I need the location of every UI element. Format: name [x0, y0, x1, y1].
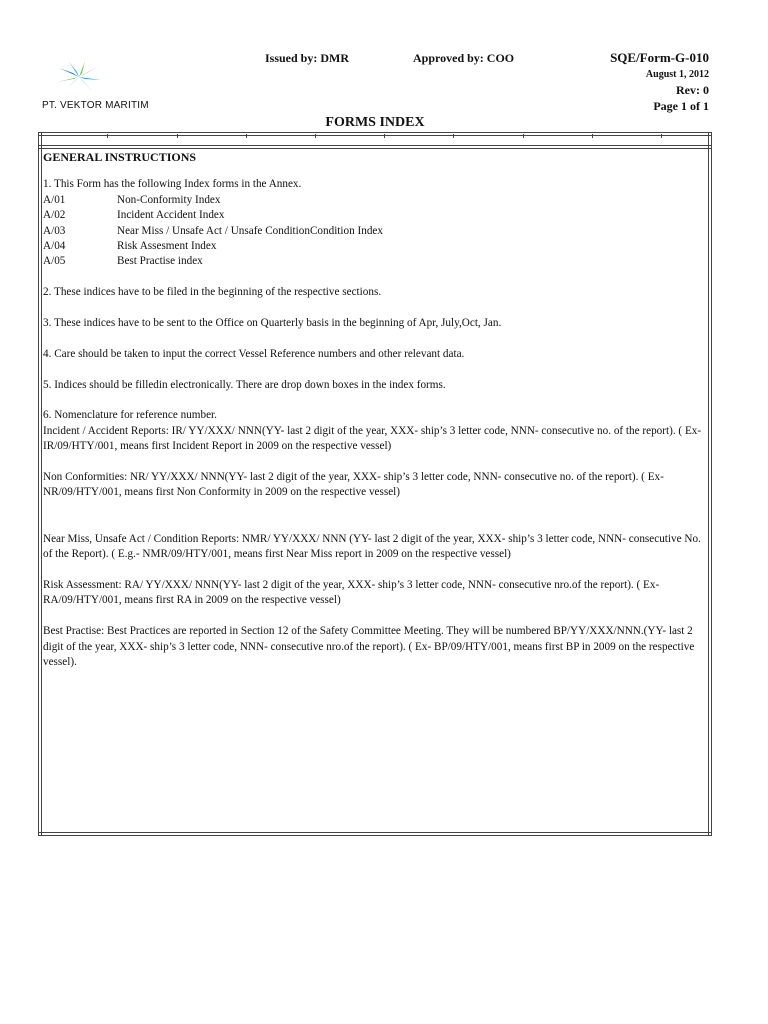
instruction-item-1: 1. This Form has the following Index forms in the Annex. — [43, 178, 302, 191]
revision: Rev: 0 — [676, 83, 709, 97]
instruction-item-3: 3. These indices have to be sent to the Office on Quarterly basis in the beginning of Apr, July,Oct, Jan. — [43, 317, 502, 330]
annex-name: Non-Conformity Index — [117, 193, 221, 206]
instructions-heading: GENERAL INSTRUCTIONS — [43, 150, 197, 164]
form-number: SQE/Form-G-010 — [610, 50, 709, 65]
annex-name: Best Practise index — [117, 255, 203, 268]
instruction-item-2: 2. These indices have to be filed in the beginning of the respective sections. — [43, 286, 382, 299]
instruction-item-4: 4. Care should be taken to input the correct Vessel Reference numbers and other relevant data. — [43, 347, 465, 360]
annex-code: A/02 — [43, 209, 66, 222]
best-practise-nomenclature: Best Practise: Best Practices are reported in Section 12 of the Safety Committee Meeting. They will be numbered BP/YY/XXX/NNN.(YY- last 2 digit of the year, XXX- ship’s 3 letter code, NNN- consecutive nro.of the report). ( Ex- BP/09/HTY/001, means first BP in 2009 on the respective vessel). — [43, 625, 695, 669]
non-conformity-nomenclature: Non Conformities: NR/ YY/XXX/ NNN(YY- last 2 digit of the year, XXX- ship’s 3 letter code, NNN- consecutive no. of the report). ( Ex- NR/09/HTY/001, means first Non Conformity in 2009 on the respective vessel) — [43, 471, 664, 499]
annex-name: Incident Accident Index — [117, 209, 225, 222]
annex-code: A/01 — [43, 193, 66, 206]
approved-by: Approved by: COO — [413, 51, 515, 65]
risk-assessment-nomenclature: Risk Assessment: RA/ YY/XXX/ NNN(YY- last 2 digit of the year, XXX- ship’s 3 letter code, NNN- consecutive nro.of the report). ( Ex- RA/09/HTY/001, means first RA in 2009 on the respective vessel) — [43, 579, 660, 607]
annex-code: A/04 — [43, 240, 66, 253]
company-name: PT. VEKTOR MARITIM — [42, 100, 149, 111]
incident-report-nomenclature: Incident / Accident Reports: IR/ YY/XXX/ NNN(YY- last 2 digit of the year, XXX- ship’s 3 letter code, NNN- consecutive no. of the report). ( Ex- IR/09/HTY/001, means first Incident Report in 2009 on the respective vessel) — [43, 424, 702, 453]
form-date: August 1, 2012 — [645, 69, 709, 80]
annex-code: A/03 — [43, 224, 66, 237]
annex-name: Risk Assesment Index — [117, 240, 217, 253]
instruction-item-6: 6. Nomenclature for reference number. — [43, 409, 217, 422]
annex-row — [43, 254, 707, 269]
annex-name: Near Miss / Unsafe Act / Unsafe ConditionCondition Index — [117, 224, 383, 237]
annex-row — [43, 193, 707, 208]
vektor-maritim-logo-icon — [55, 60, 103, 94]
annex-row — [43, 224, 707, 239]
near-miss-nomenclature: Near Miss, Unsafe Act / Condition Reports: NMR/ YY/XXX/ NNN (YY- last 2 digit of the year, XXX- ship’s 3 letter code, NNN- consecutive No. of the Report). ( E.g.- NMR/09/HTY/001, means first Near Miss report in 2009 on the respective vessel) — [43, 532, 701, 561]
page-number: Page 1 of 1 — [653, 99, 709, 113]
issued-by: Issued by: DMR — [265, 51, 350, 65]
annex-row — [43, 208, 707, 223]
instruction-item-5: 5. Indices should be filledin electronically. There are drop down boxes in the index forms. — [43, 378, 446, 391]
general-instructions — [43, 150, 707, 670]
page-title: FORMS INDEX — [325, 115, 425, 130]
annex-row — [43, 239, 707, 254]
annex-code: A/05 — [43, 255, 66, 268]
